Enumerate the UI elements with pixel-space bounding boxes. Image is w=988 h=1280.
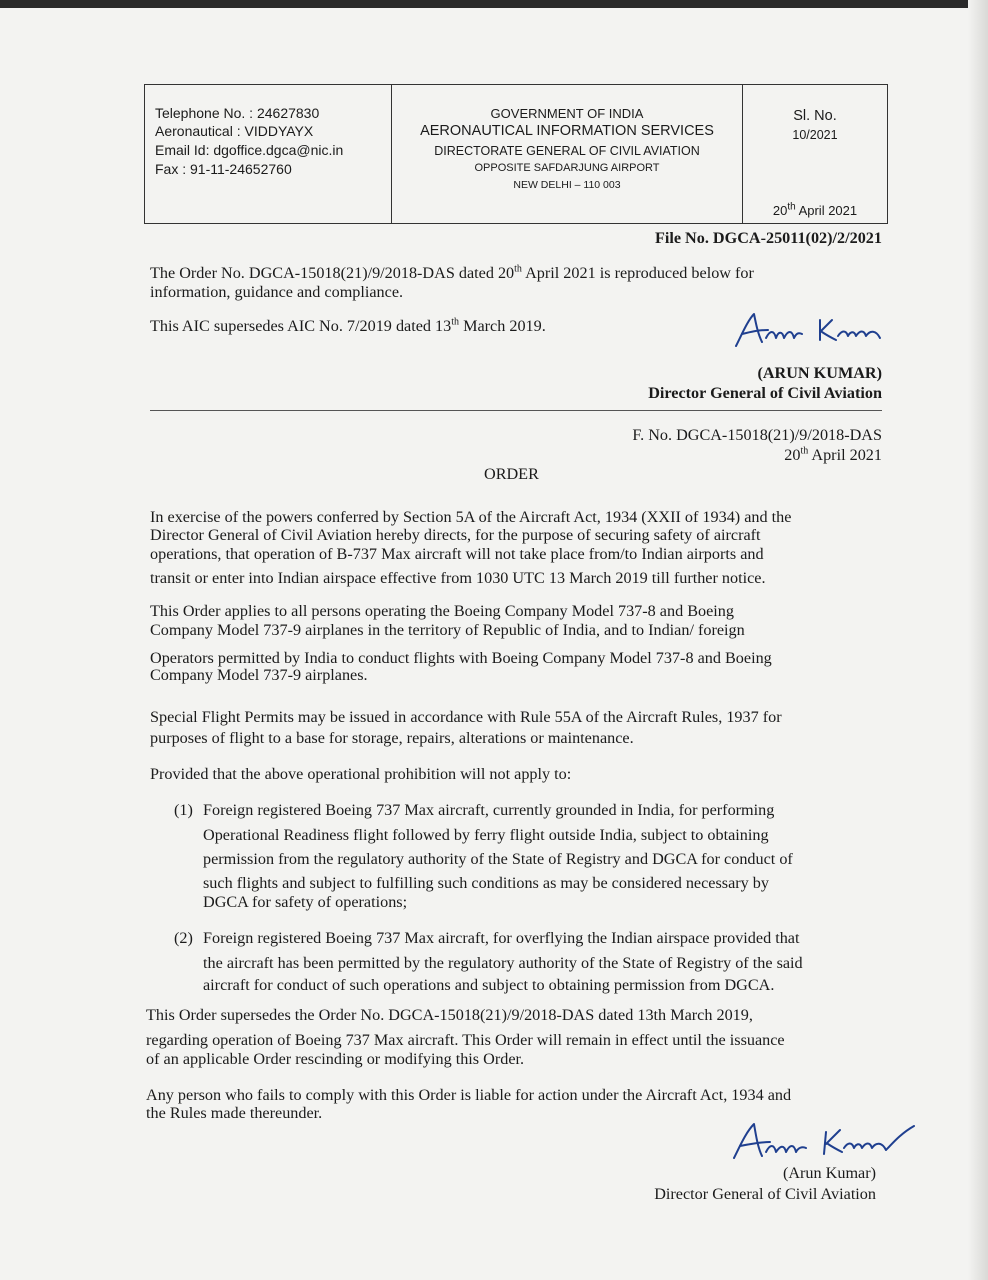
signatory-title-top: Director General of Civil Aviation: [648, 384, 882, 402]
fax: Fax : 91-11-24652760: [155, 161, 292, 177]
item-2-line-1: Foreign registered Boeing 737 Max aircraft, for overflying the Indian airspace provided that: [203, 929, 800, 947]
letterhead-table: [144, 84, 888, 224]
file-number: File No. DGCA-25011(02)/2/2021: [654, 229, 882, 247]
serial-label: Sl. No.: [793, 108, 837, 124]
item-1-number: (1): [174, 801, 193, 819]
p1-line-4: transit or enter into Indian airspace effective from 1030 UTC 13 March 2019 till further notice.: [150, 569, 766, 587]
signatory-name-bottom: (Arun Kumar): [782, 1164, 876, 1182]
p2-line-3: Operators permitted by India to conduct flights with Boeing Company Model 737-8 and Boeing: [150, 649, 772, 667]
p6-line-1: Any person who fails to comply with this Order is liable for action under the Aircraft Act, 1934 and: [146, 1086, 792, 1104]
location-line: OPPOSITE SAFDARJUNG AIRPORT: [474, 162, 660, 174]
p3-line-1: Special Flight Permits may be issued in accordance with Rule 55A of the Aircraft Rules, 1937 for: [150, 708, 782, 726]
scan-top-edge: [0, 0, 988, 8]
p2-line-1: This Order applies to all persons operating the Boeing Company Model 737-8 and Boeing: [150, 602, 734, 620]
telephone: Telephone No. : 24627830: [155, 105, 320, 121]
gov-line: GOVERNMENT OF INDIA: [490, 106, 644, 121]
order-date: 20th April 2021: [784, 445, 882, 464]
email: Email Id: dgoffice.dgca@nic.in: [155, 142, 344, 158]
order-heading: ORDER: [484, 465, 539, 483]
item-1-line-5: DGCA for safety of operations;: [203, 893, 408, 911]
item-1-line-3: permission from the regulatory authority of the State of Registry and DGCA for conduct of: [203, 850, 793, 868]
contact-cell: [145, 85, 392, 223]
aeronautical: Aeronautical : VIDDYAYX: [155, 123, 314, 139]
dgca-line: DIRECTORATE GENERAL OF CIVIL AVIATION: [434, 144, 700, 158]
p5-line-3: of an applicable Order rescinding or modifying this Order.: [146, 1050, 525, 1068]
p1-line-2: Director General of Civil Aviation hereby directs, for the purpose of securing safety of aircraft: [150, 526, 761, 544]
p5-line-2: regarding operation of Boeing 737 Max aircraft. This Order will remain in effect until the issuance: [146, 1031, 785, 1049]
signatory-title-bottom: Director General of Civil Aviation: [654, 1185, 876, 1203]
p4-line: Provided that the above operational prohibition will not apply to:: [150, 765, 572, 783]
issue-date: 20th April 2021: [772, 201, 858, 218]
p1-line-1: In exercise of the powers conferred by Section 5A of the Aircraft Act, 1934 (XXII of 1934) and the: [150, 508, 792, 526]
serial-number: 10/2021: [792, 128, 838, 142]
p6-line-2: the Rules made thereunder.: [146, 1104, 323, 1122]
signature-top: [732, 308, 892, 352]
supersede-line: This AIC supersedes AIC No. 7/2019 dated 13th March 2019.: [150, 316, 546, 335]
p2-line-4: Company Model 737-9 airplanes.: [150, 666, 368, 684]
intro-line-1: The Order No. DGCA-15018(21)/9/2018-DAS dated 20th April 2021 is reproduced below for: [150, 263, 754, 282]
serial-cell: [743, 85, 887, 223]
item-2-line-2: the aircraft has been permitted by the regulatory authority of the State of Registry of the said: [203, 954, 803, 972]
item-2-line-3: aircraft for conduct of such operations and subject to obtaining permission from DGCA.: [203, 976, 775, 994]
p3-line-2: purposes of flight to a base for storage, repairs, alterations or maintenance.: [150, 729, 634, 747]
item-1-line-4: such flights and subject to fulfilling such conditions as may be considered necessary by: [203, 874, 769, 892]
authority-cell: [392, 85, 743, 223]
ais-line: AERONAUTICAL INFORMATION SERVICES: [420, 123, 714, 139]
item-2-number: (2): [174, 929, 193, 947]
order-file-number: F. No. DGCA-15018(21)/9/2018-DAS: [632, 426, 882, 444]
city-line: NEW DELHI – 110 003: [513, 179, 621, 191]
intro-line-2: information, guidance and compliance.: [150, 283, 404, 301]
signature-bottom: [728, 1118, 924, 1168]
p5-line-1: This Order supersedes the Order No. DGCA-15018(21)/9/2018-DAS dated 13th March 2019,: [146, 1006, 753, 1024]
p2-line-2: Company Model 737-9 airplanes in the territory of Republic of India, and to Indian/ foreign: [150, 621, 745, 639]
scan-right-edge: [968, 0, 988, 1280]
signatory-name-top: (ARUN KUMAR): [757, 364, 882, 382]
item-1-line-1: Foreign registered Boeing 737 Max aircraft, currently grounded in India, for performing: [203, 801, 775, 819]
p1-line-3: operations, that operation of B-737 Max aircraft will not take place from/to Indian airports and: [150, 545, 764, 563]
section-divider: [150, 410, 882, 411]
item-1-line-2: Operational Readiness flight followed by ferry flight outside India, subject to obtaining: [203, 826, 769, 844]
